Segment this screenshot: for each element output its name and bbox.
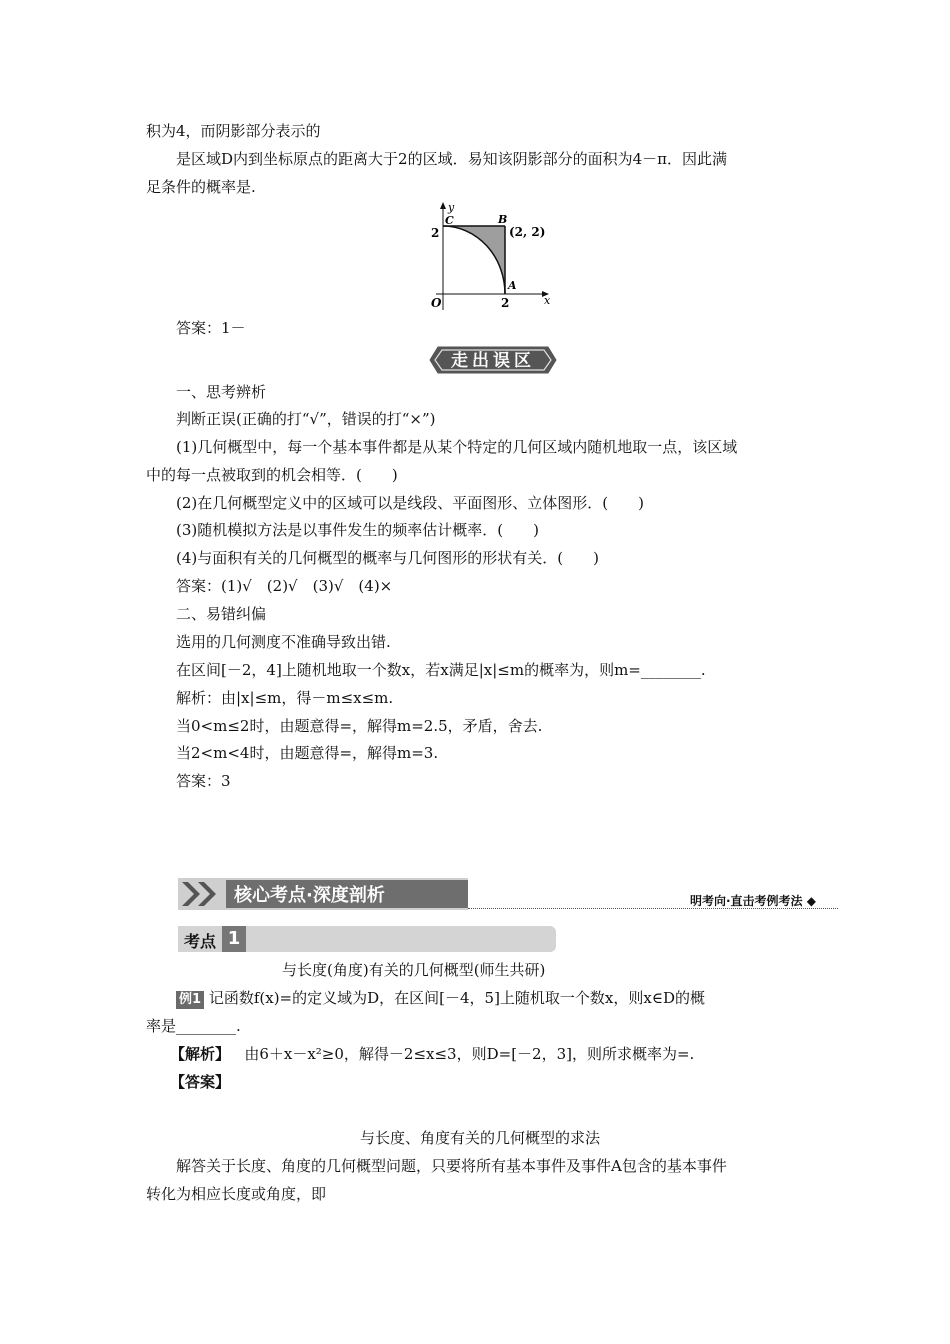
text-line: 判断正误(正确的打“√”，错误的打“×”) xyxy=(176,410,436,428)
solution-text: 由6＋x－x²≥0，解得－2≤x≤3，则D=[－2，3]，则所求概率为=. xyxy=(244,1045,695,1063)
kaodian-bar xyxy=(178,926,556,952)
example-text: 记函数f(x)=的定义域为D，在区间[－4，5]上随机取一个数x，则x∈D的概 xyxy=(208,989,705,1007)
text-line: 积为4，而阴影部分表示的 xyxy=(146,122,321,140)
tick-y-label: 2 xyxy=(431,226,440,240)
text-line: 当2<m<4时，由题意得=，解得m=3. xyxy=(176,744,439,762)
answer-line: 答案：(1)√ (2)√ (3)√ (4)× xyxy=(176,577,393,595)
example-badge: 例1 xyxy=(176,991,204,1009)
origin-label: O xyxy=(431,296,442,310)
heading: 二、易错纠偏 xyxy=(176,605,267,623)
example-line: 率是________. xyxy=(146,1017,241,1035)
banner-title: 走出误区 xyxy=(451,351,535,371)
text-line: 足条件的概率是. xyxy=(146,178,256,196)
method-title: 与长度、角度有关的几何概型的求法 xyxy=(360,1129,601,1147)
section-title: 核心考点·深度剖析 xyxy=(234,885,385,906)
kaodian-label: 考点 xyxy=(184,932,217,951)
question-line: (2)在几何概型定义中的区域可以是线段、平面图形、立体图形．( ) xyxy=(176,494,644,512)
y-label: y xyxy=(448,201,455,214)
example-line xyxy=(176,988,705,1009)
answer-label: 【答案】 xyxy=(170,1073,231,1091)
answer-line: 答案：1－ xyxy=(176,319,246,337)
tick-x-label: 2 xyxy=(501,296,510,310)
answer-line: 答案：3 xyxy=(176,772,231,790)
shaded-region xyxy=(443,226,505,294)
kaodian-number: 1 xyxy=(222,926,246,952)
text-line: 当0<m≤2时，由题意得=，解得m=2.5，矛盾，舍去. xyxy=(176,717,543,735)
solution-line xyxy=(170,1044,694,1064)
question-line: (1)几何概型中，每一个基本事件都是从某个特定的几何区域内随机地取一点，该区域 xyxy=(176,438,738,456)
text-line: 转化为相应长度或角度，即 xyxy=(146,1185,327,1203)
topic-title: 与长度(角度)有关的几何概型(师生共研) xyxy=(282,961,546,979)
question-line: (4)与面积有关的几何概型的概率与几何图形的形状有关．( ) xyxy=(176,549,599,567)
text-line: 选用的几何测度不准确导致出错. xyxy=(176,633,391,651)
heading: 一、思考辨析 xyxy=(176,383,267,401)
x-label: x xyxy=(544,294,551,307)
point-a-label: A xyxy=(508,279,517,292)
point-b-coord: (2, 2) xyxy=(509,225,546,239)
geometry-figure xyxy=(418,198,560,316)
section-subtitle: 明考向·直击考例考法 ◆ xyxy=(690,894,816,908)
section-header xyxy=(178,878,468,910)
solution-label: 【解析】 xyxy=(170,1045,231,1063)
point-c-label: C xyxy=(445,214,454,227)
diamond-icon: ◆ xyxy=(806,894,816,908)
section-banner xyxy=(428,345,558,375)
text-line: 是区域D内到坐标原点的距离大于2的区域．易知该阴影部分的面积为4－π．因此满 xyxy=(176,150,727,168)
y-axis-arrow xyxy=(440,202,446,209)
question-line: 中的每一点被取到的机会相等．( ) xyxy=(146,466,398,484)
text-line: 解析：由|x|≤m，得－m≤x≤m. xyxy=(176,689,394,707)
text-line: 解答关于长度、角度的几何概型问题，只要将所有基本事件及事件A包含的基本事件 xyxy=(176,1157,727,1175)
point-b-label: B xyxy=(498,213,508,226)
question-line: (3)随机模拟方法是以事件发生的频率估计概率．( ) xyxy=(176,521,539,539)
text-line: 在区间[－2，4]上随机地取一个数x，若x满足|x|≤m的概率为，则m=________. xyxy=(176,661,706,679)
